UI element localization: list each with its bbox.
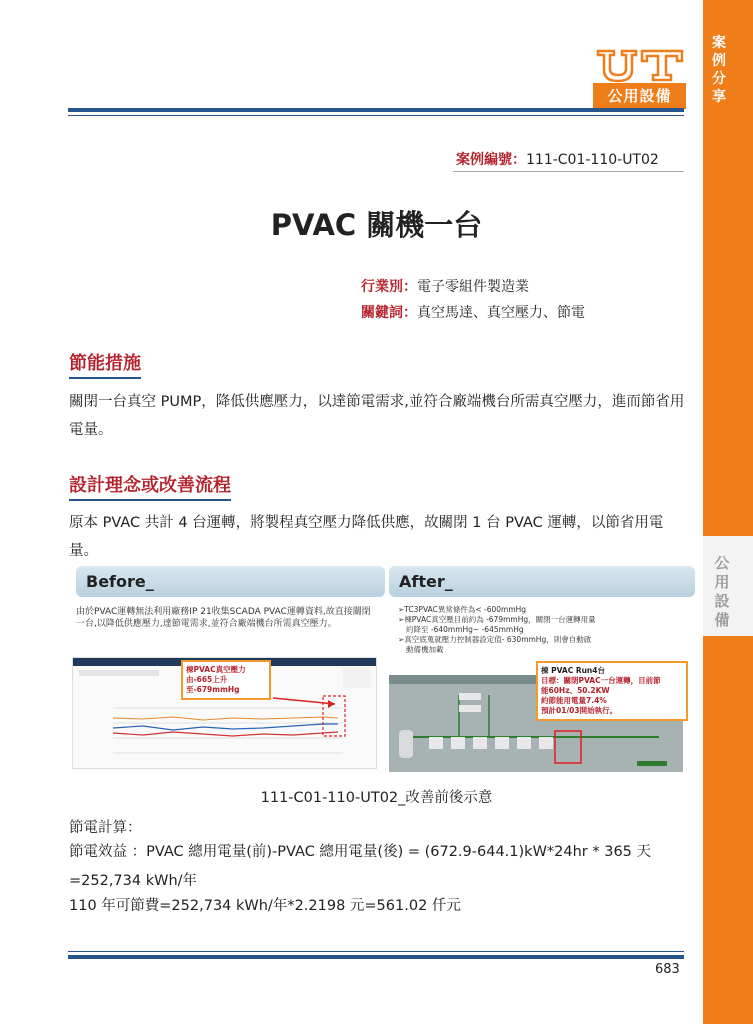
keywords-row xyxy=(361,302,585,322)
page-title: PVAC 關機一台 xyxy=(270,208,483,242)
after-line: 動備機加載 xyxy=(406,645,444,654)
after-header: After_ xyxy=(389,566,695,597)
before-header: Before_ xyxy=(76,566,385,597)
section-body-measures: 關閉一台真空 PUMP，降低供應壓力，以達節電需求,並符合廠端機台所需真空壓力，進而節省用電量。 xyxy=(69,394,685,438)
side-category-label: 公用設備 xyxy=(714,554,730,629)
keywords-value: 真空馬達、真空壓力、節電 xyxy=(417,305,585,321)
category-badge: 公用設備 xyxy=(593,83,686,109)
calc-cost-line: 110 年可節費=252,734 kWh/年*2.2198 元=561.02 仟元 xyxy=(69,898,461,914)
figure-caption: 111-C01-110-UT02_改善前後示意 xyxy=(260,790,493,806)
section-title-design: 設計理念或改善流程 xyxy=(69,471,231,501)
calc-savings-line: 節電效益 ：PVAC 總用電量(前)-PVAC 總用電量(後) = (672.9-644.1)kW*24hr * 365 天=252,734 kWh/年 xyxy=(69,844,652,889)
after-description xyxy=(398,605,638,655)
after-callout-line: 目標：關閉PVAC一台運轉，目前節 xyxy=(541,676,661,685)
before-after-figure xyxy=(72,566,685,772)
after-line: 約降至 -640mmHg~ -645mmHg xyxy=(406,625,524,634)
after-line: ➢TC3PVAC異常條件為< -600mmHg xyxy=(398,605,527,614)
case-number-value: 111-C01-110-UT02 xyxy=(526,152,659,168)
top-rule xyxy=(68,108,684,112)
side-bar xyxy=(703,0,753,1024)
keywords-label: 關鍵詞： xyxy=(361,305,417,321)
bottom-rule-thin xyxy=(68,951,684,952)
side-tab-label: 案例分享 xyxy=(712,35,726,105)
after-line: ➢真空底蒐就壓力控制器設定值- 630mmHg，則會自動啟 xyxy=(398,635,592,644)
after-callout-line: 棟 PVAC Run4台 xyxy=(541,666,605,675)
after-line: ➢棟PVAC真空壓目前約為 -679mmHg，關閉一台運轉用量 xyxy=(398,615,596,624)
case-number-underline xyxy=(453,171,684,172)
after-callout-line: 能60Hz、50.2KW xyxy=(541,686,610,695)
top-rule-thin xyxy=(68,115,684,116)
industry-row xyxy=(361,276,529,296)
after-callout-line: 預計01/03開始執行。 xyxy=(541,706,618,715)
calc-heading: 節電計算： xyxy=(69,820,142,836)
industry-value: 電子零組件製造業 xyxy=(417,279,529,295)
case-number-label: 案例編號： xyxy=(456,152,526,168)
section-title-measures: 節能措施 xyxy=(69,349,141,379)
section-body-design: 原本 PVAC 共計 4 台運轉，將製程真空壓力降低供應，故關閉 1 台 PVAC 運轉，以節省用電量。 xyxy=(69,515,664,559)
industry-label: 行業別： xyxy=(361,279,417,295)
before-callout: 棟PVAC真空壓力由-665上升至-679mmHg xyxy=(181,660,271,700)
after-callout xyxy=(536,661,688,721)
ut-logo xyxy=(592,45,686,85)
bottom-rule xyxy=(68,955,684,959)
after-callout-line: 約節能用電量7.4% xyxy=(541,696,607,705)
side-category-tab xyxy=(703,536,753,636)
case-number xyxy=(456,149,659,169)
before-description: 由於PVAC運轉無法利用廠務IP 21收集SCADA PVAC運轉資料,故直接關閉一台,以降低供應壓力,達節電需求,並符合廠端機台所需真空壓力。 xyxy=(76,607,371,629)
page-number: 683 xyxy=(655,962,680,977)
after-screenshot xyxy=(389,666,683,772)
before-screenshot xyxy=(72,657,377,769)
